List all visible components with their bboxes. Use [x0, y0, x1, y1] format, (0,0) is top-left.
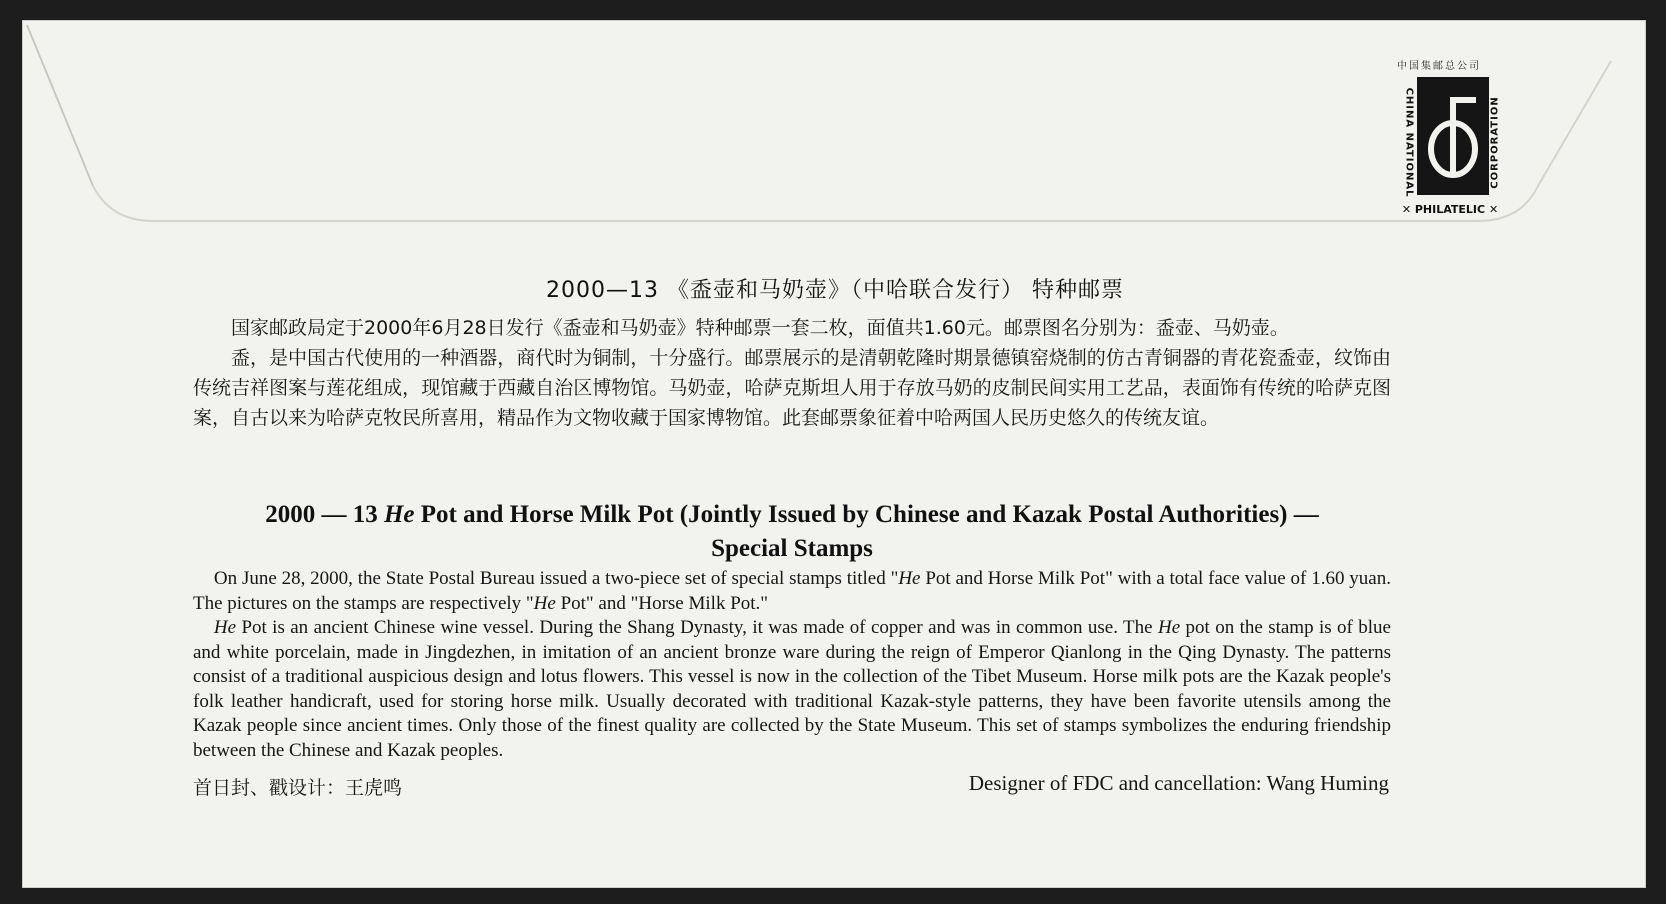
- logo-text-corporation: CORPORATION: [1489, 96, 1501, 189]
- chinese-paragraph-2: 盉，是中国古代使用的一种酒器，商代时为铜制，十分盛行。邮票展示的是清朝乾隆时期景德镇窑烧制的仿古青铜器的青花瓷盉壶，纹饰由传统吉祥图案与莲花组成，现馆藏于西藏自治区博物馆。马奶壶，哈萨克斯坦人用于存放马奶的皮制民间实用工艺品，表面饰有传统的哈萨克图案，自古以来为哈萨克牧民所喜用，精品作为文物收藏于国家博物馆。此套邮票象征着中哈两国人民历史悠久的传统友谊。: [193, 347, 1391, 429]
- english-title-prefix: 2000 — 13: [265, 501, 384, 528]
- china-national-philatelic-logo: [1395, 57, 1535, 227]
- designer-credit-english: Designer of FDC and cancellation: Wang Huming: [968, 771, 1389, 795]
- envelope-back: [22, 20, 1646, 888]
- en-p2-part-d: pot on the stamp is of blue and white porcelain, made in Jingdezhen, in imitation of an ancient bronze ware during the reign of Emperor Qianlong in the Qing Dynasty. The patterns consist of a traditional auspicious design and lotus flowers. This vessel is now in the collection of the Tibet Museum. Horse milk pots are the Kazak people's folk leather handicraft, used for storing horse milk. Usually decorated with traditional Kazak-style patterns, they have been favorite utensils among the Kazak people since ancient times. Only those of the finest quality are collected by the State Museum. This set of stamps symbolizes the enduring friendship between the Chinese and Kazak peoples.: [193, 617, 1391, 761]
- chinese-title: 2000—13 《盉壶和马奶壶》（中哈联合发行） 特种邮票: [546, 278, 1124, 303]
- logo-text-philatelic: ✕ PHILATELIC ✕: [1401, 203, 1499, 216]
- en-p1-part-a: On June 28, 2000, the State Postal Bureau issued a two-piece set of special stamps titled ": [213, 568, 899, 589]
- english-title-he: He: [383, 501, 415, 528]
- logo-philatelic-label: PHILATELIC: [1414, 203, 1486, 216]
- english-paragraph-1: [193, 567, 1391, 616]
- logo-text-china-national: CHINA NATIONAL: [1403, 87, 1415, 198]
- en-p1-part-c: Pot and Horse Milk Pot" with a total face value of 1.60 yuan. The pictures on the stamps are respectively ": [193, 568, 1391, 614]
- chinese-paragraph-1: 国家邮政局定于2000年6月28日发行《盉壶和马奶壶》特种邮票一套二枚，面值共1.60元。邮票图名分别为：盉壶、马奶壶。: [231, 317, 1289, 339]
- en-p2-he-2: He: [1157, 617, 1181, 638]
- english-description: [193, 567, 1391, 763]
- english-title: [183, 498, 1401, 566]
- en-p2-he-1: He: [213, 617, 237, 638]
- en-p1-part-e: Pot" and "Horse Milk Pot.": [555, 592, 769, 614]
- en-p1-he-1: He: [898, 568, 921, 589]
- en-p1-he-2: He: [533, 592, 556, 614]
- english-title-line2: Special Stamps: [711, 535, 873, 562]
- en-p2-part-b: Pot is an ancient Chinese wine vessel. During the Shang Dynasty, it was made of copper and was in common use. The: [236, 617, 1158, 638]
- logo-chinese-name: 中国集邮总公司: [1397, 61, 1481, 72]
- english-title-rest: Pot and Horse Milk Pot (Jointly Issued by Chinese and Kazak Postal Authorities) —: [414, 501, 1319, 528]
- designer-credit-chinese: 首日封、戳设计：王虎鸣: [193, 777, 403, 799]
- phi-emblem-icon: [1417, 77, 1489, 195]
- chinese-description: [193, 313, 1391, 433]
- english-paragraph-2: [193, 616, 1391, 763]
